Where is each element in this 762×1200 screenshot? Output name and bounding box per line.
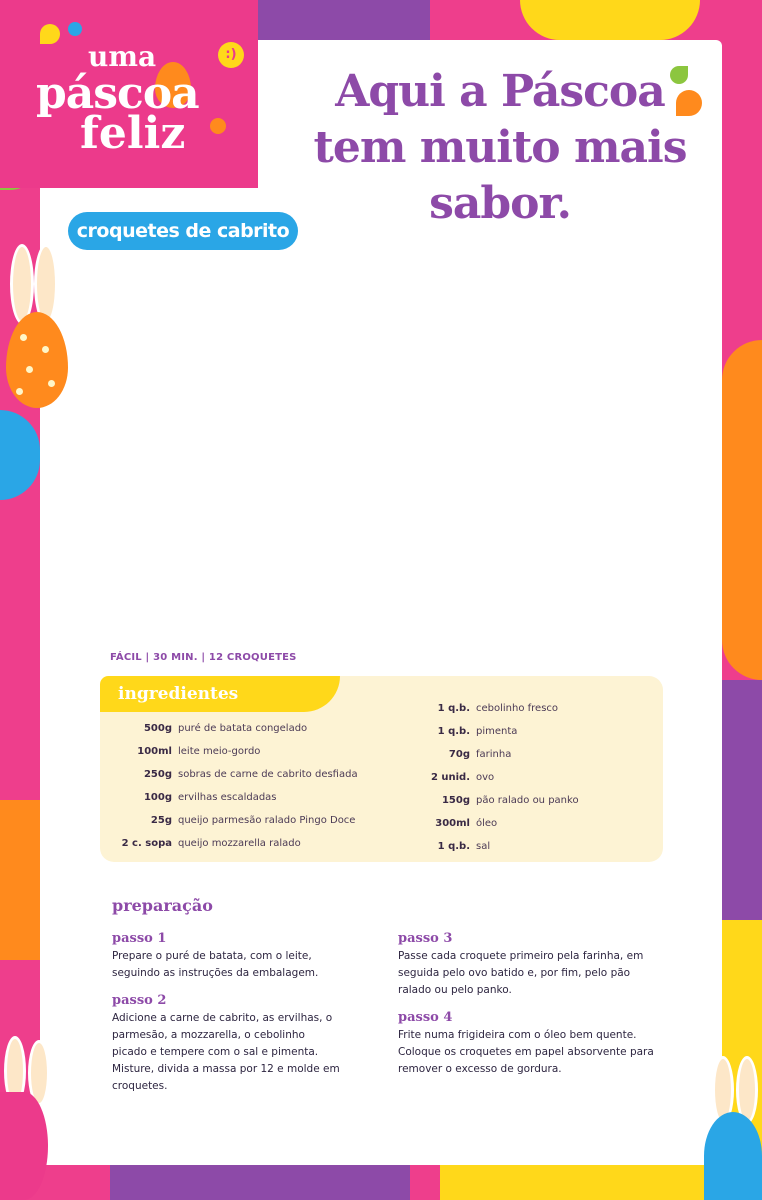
logo-line: páscoa xyxy=(36,68,199,119)
step-title: passo 2 xyxy=(112,993,167,1008)
step-title: passo 3 xyxy=(398,931,453,946)
ingredient-name: queijo parmesão ralado Pingo Doce xyxy=(178,815,356,826)
ingredient-name: pimenta xyxy=(476,726,518,737)
ingredient-qty: 25g xyxy=(150,815,172,826)
ingredients-title: ingredientes xyxy=(118,684,239,704)
ingredient-row xyxy=(402,772,494,783)
ingredient-name: óleo xyxy=(476,818,498,829)
ingredient-qty: 1 q.b. xyxy=(437,703,470,714)
decor-dot xyxy=(210,118,226,134)
ingredient-name: sobras de carne de cabrito desfiada xyxy=(178,769,358,780)
ingredient-qty: 1 q.b. xyxy=(437,841,470,852)
ingredient-qty: 1 q.b. xyxy=(437,726,470,737)
bg-block xyxy=(110,1165,410,1200)
ingredient-qty: 250g xyxy=(143,769,172,780)
ingredient-name: puré de batata congelado xyxy=(178,723,308,734)
easter-egg-icon xyxy=(704,1112,762,1200)
ingredient-qty: 500g xyxy=(143,723,172,734)
ingredient-qty: 70g xyxy=(448,749,470,760)
page-headline: Aqui a Páscoa tem muito mais sabor. xyxy=(313,66,687,229)
bg-block xyxy=(250,0,430,40)
step-text: Prepare o puré de batata, com o leite, seguindo as instruções da embalagem. xyxy=(112,950,319,979)
egg-dot xyxy=(20,334,27,341)
ingredient-qty: 150g xyxy=(441,795,470,806)
recipe-meta: FÁCIL | 30 MIN. | 12 CROQUETES xyxy=(110,652,297,663)
smile-badge-icon: :) xyxy=(218,42,244,68)
ingredient-qty: 100ml xyxy=(137,746,172,757)
ingredient-row xyxy=(106,792,277,803)
ingredient-name: ovo xyxy=(476,772,495,783)
ingredient-row xyxy=(106,723,307,734)
ingredient-row xyxy=(402,795,579,806)
ingredient-name: leite meio-gordo xyxy=(178,746,261,757)
ingredient-row xyxy=(402,703,558,714)
ingredient-qty: 300ml xyxy=(435,818,470,829)
ingredient-row xyxy=(402,818,497,829)
recipe-title-pill: croquetes de cabrito xyxy=(68,212,298,250)
step-text: Adicione a carne de cabrito, as ervilhas, o parmesão, a mozzarella, o cebolinho picado e tempere com o sal e pimenta. Misture, divida a massa por 12 e molde em croquetes. xyxy=(112,1012,340,1092)
ingredient-row xyxy=(106,815,355,826)
ingredient-row xyxy=(106,838,301,849)
ingredient-row xyxy=(402,841,490,852)
ingredient-row xyxy=(106,746,260,757)
ingredient-name: queijo mozzarella ralado xyxy=(178,838,301,849)
decor-dot xyxy=(40,24,60,44)
logo xyxy=(0,0,258,188)
ingredient-qty: 100g xyxy=(143,792,172,803)
egg-dot xyxy=(16,388,23,395)
step-text: Frite numa frigideira com o óleo bem quente. Coloque os croquetes em papel absorvente para remover o excesso de gordura. xyxy=(398,1029,654,1075)
egg-dot xyxy=(26,366,33,373)
bg-block xyxy=(440,1165,722,1200)
bg-block xyxy=(0,800,40,960)
preparation-title: preparação xyxy=(112,896,213,915)
bg-block xyxy=(722,680,762,920)
decor-dot xyxy=(676,90,702,116)
ingredient-name: cebolinho fresco xyxy=(476,703,559,714)
ingredient-qty: 2 unid. xyxy=(430,772,470,783)
ingredient-qty: 2 c. sopa xyxy=(121,838,172,849)
logo-line: feliz xyxy=(80,108,186,159)
ingredient-row xyxy=(402,726,517,737)
ingredient-row xyxy=(106,769,358,780)
step-title: passo 1 xyxy=(112,931,167,946)
step-title: passo 4 xyxy=(398,1010,453,1025)
egg-dot xyxy=(48,380,55,387)
ingredient-name: sal xyxy=(476,841,491,852)
easter-egg-icon xyxy=(0,1092,48,1200)
ingredient-name: farinha xyxy=(476,749,512,760)
decor-dot xyxy=(68,22,82,36)
bg-block xyxy=(520,0,700,40)
ingredient-name: pão ralado ou panko xyxy=(476,795,579,806)
bg-block xyxy=(0,410,40,500)
ingredient-row xyxy=(402,749,511,760)
bg-block xyxy=(722,340,762,680)
ingredient-name: ervilhas escaldadas xyxy=(178,792,277,803)
leaf-icon xyxy=(670,66,688,84)
step-text: Passe cada croquete primeiro pela farinha, em seguida pelo ovo batido e, por fim, pelo pão ralado ou pelo panko. xyxy=(398,950,644,996)
egg-dot xyxy=(42,346,49,353)
logo-line: uma xyxy=(88,40,157,73)
